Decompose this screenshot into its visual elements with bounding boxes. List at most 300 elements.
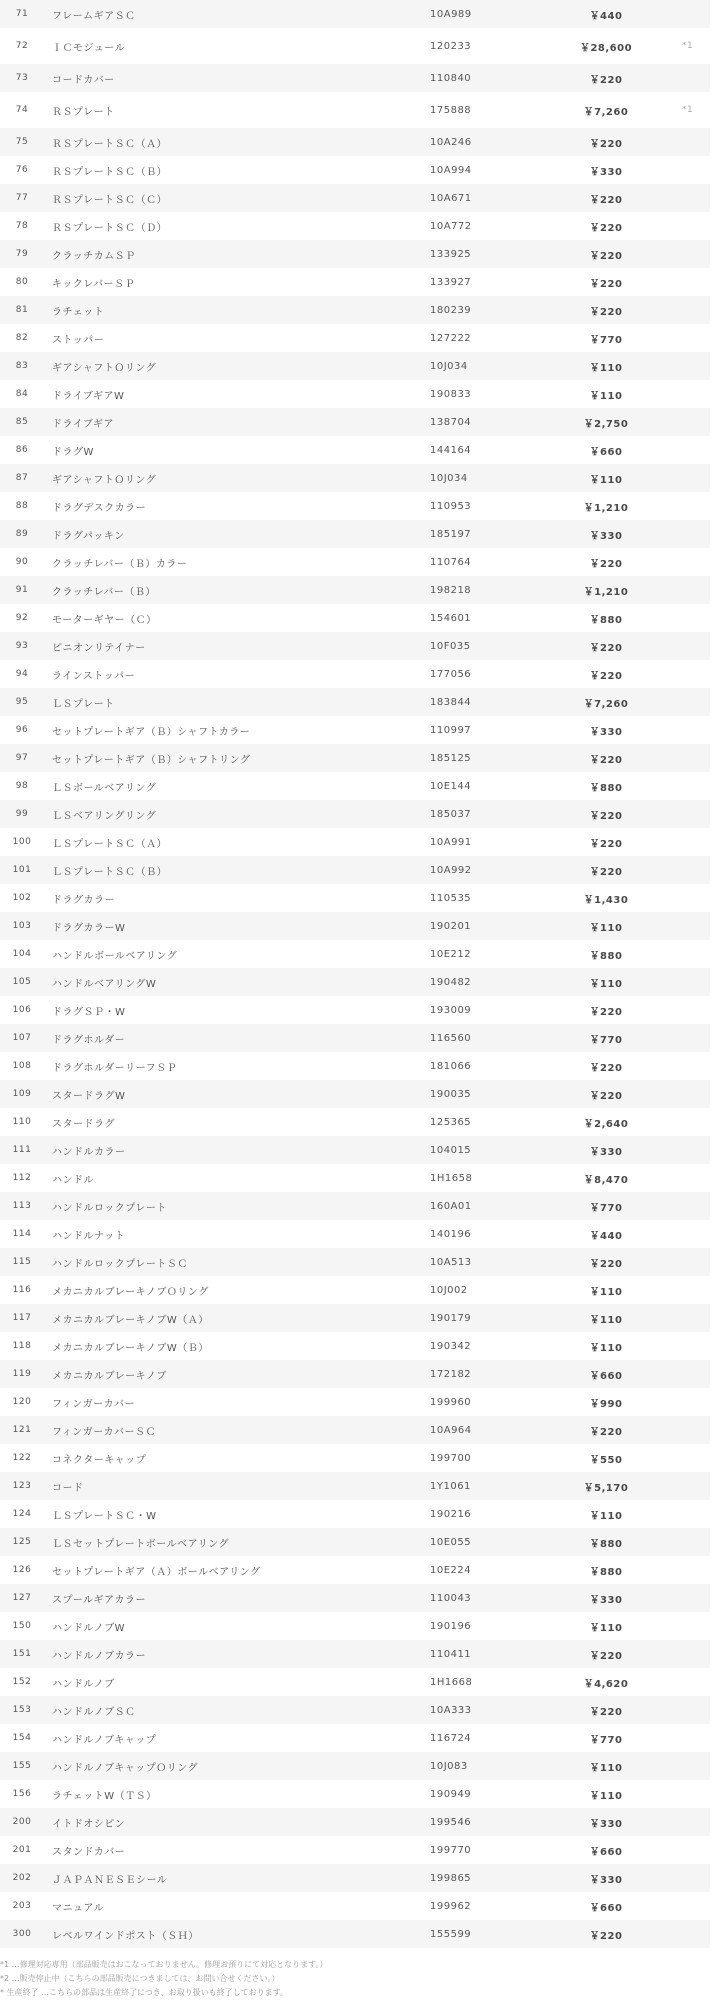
table-row xyxy=(0,156,715,184)
part-price: ￥220 xyxy=(589,1006,623,1018)
row-spacer xyxy=(710,92,715,128)
row-spacer xyxy=(710,1332,715,1360)
part-note xyxy=(660,268,710,296)
part-code: 155599 xyxy=(430,1920,552,1948)
part-price: ￥110 xyxy=(552,464,660,492)
part-code: 10A333 xyxy=(430,1696,552,1724)
footnotes xyxy=(0,1958,715,2000)
part-note xyxy=(660,688,710,716)
part-code: 181066 xyxy=(430,1060,472,1072)
part-price: ￥990 xyxy=(589,1398,623,1410)
part-name: ドライブギア xyxy=(44,408,430,436)
table-row xyxy=(0,128,715,156)
part-number: 115 xyxy=(0,1248,44,1276)
part-note xyxy=(660,660,710,688)
part-note xyxy=(660,1528,710,1556)
table-row xyxy=(0,576,715,604)
part-code: 110411 xyxy=(430,1640,552,1668)
part-price: ￥110 xyxy=(552,352,660,380)
part-note xyxy=(660,156,710,184)
part-name: ハンドルロックプレート xyxy=(44,1192,430,1220)
part-price: ￥2,640 xyxy=(583,1118,629,1130)
part-price: ￥110 xyxy=(552,1304,660,1332)
part-code: 190216 xyxy=(430,1508,472,1520)
table-row xyxy=(0,716,715,744)
part-code: 10J034 xyxy=(430,352,552,380)
part-note xyxy=(660,1752,710,1780)
part-number: 201 xyxy=(12,1845,32,1855)
part-number: 104 xyxy=(12,949,32,959)
part-code: 10A992 xyxy=(430,856,552,884)
part-name: ＬＳプレートＳＣ（Ｂ） xyxy=(44,856,430,884)
part-price: ￥110 xyxy=(589,1790,623,1802)
part-note: *1 xyxy=(682,105,694,115)
part-price: ￥110 xyxy=(589,1286,623,1298)
part-number: 151 xyxy=(0,1640,44,1668)
part-name: ハンドルカラー xyxy=(44,1136,430,1164)
row-spacer xyxy=(710,800,715,828)
part-name: ピニオンリテイナー xyxy=(44,632,430,660)
part-price: ￥220 xyxy=(589,670,623,682)
part-number: 203 xyxy=(12,1901,32,1911)
part-note xyxy=(660,380,710,408)
part-note xyxy=(660,1668,710,1696)
part-number: 120 xyxy=(12,1397,32,1407)
part-number: 103 xyxy=(0,912,44,940)
part-note xyxy=(660,884,710,912)
part-number: 153 xyxy=(0,1696,44,1724)
part-price: ￥880 xyxy=(589,782,623,794)
table-row xyxy=(0,1248,715,1276)
part-note xyxy=(660,324,710,352)
row-spacer xyxy=(710,240,715,268)
part-code: 172182 xyxy=(430,1360,552,1388)
part-code: 110535 xyxy=(430,892,472,904)
part-name: コード xyxy=(44,1472,430,1500)
table-row xyxy=(0,856,715,884)
row-spacer xyxy=(710,1556,715,1584)
row-spacer xyxy=(710,1892,715,1920)
table-row xyxy=(0,1220,715,1248)
part-price: ￥220 xyxy=(589,278,623,290)
part-note xyxy=(660,1724,710,1752)
table-row xyxy=(0,996,715,1024)
row-spacer xyxy=(710,1108,715,1136)
row-spacer xyxy=(710,576,715,604)
part-number: 114 xyxy=(12,1229,32,1239)
part-price: ￥660 xyxy=(589,1902,623,1914)
part-code: 10E055 xyxy=(430,1528,552,1556)
part-number: 86 xyxy=(15,445,29,455)
part-number: 126 xyxy=(12,1565,32,1575)
table-row xyxy=(0,1640,715,1668)
part-number: 84 xyxy=(15,389,29,399)
part-price: ￥330 xyxy=(552,1584,660,1612)
part-price: ￥1,210 xyxy=(583,502,629,514)
part-name: スタードラグW xyxy=(44,1080,430,1108)
part-note xyxy=(660,1416,710,1444)
part-price: ￥660 xyxy=(589,1846,623,1858)
table-row xyxy=(0,64,715,92)
part-number: 116 xyxy=(12,1285,32,1295)
table-row xyxy=(0,604,715,632)
part-price: ￥220 xyxy=(552,856,660,884)
row-spacer xyxy=(710,1780,715,1808)
part-number: 76 xyxy=(15,165,29,175)
part-price: ￥4,620 xyxy=(583,1678,629,1690)
part-name: スプールギアカラー xyxy=(44,1584,430,1612)
part-price: ￥220 xyxy=(552,1416,660,1444)
row-spacer xyxy=(710,408,715,436)
part-name: ドラグカラー xyxy=(52,894,115,906)
part-number: 90 xyxy=(15,557,29,567)
row-spacer xyxy=(710,968,715,996)
part-name: ハンドルノブW xyxy=(52,1622,125,1634)
part-price: ￥880 xyxy=(589,614,623,626)
part-number: 71 xyxy=(0,0,44,28)
part-code: 110840 xyxy=(430,64,552,92)
part-code: 10E144 xyxy=(430,780,472,792)
row-spacer xyxy=(710,1304,715,1332)
part-name: ＲＳプレートＳＣ（Ｄ） xyxy=(52,222,168,234)
part-number: 74 xyxy=(15,105,29,115)
part-code: 190342 xyxy=(430,1340,472,1352)
part-name: ハンドルロックプレートＳＣ xyxy=(44,1248,430,1276)
part-name: ＬＳプレートＳＣ・W xyxy=(52,1510,157,1522)
table-row xyxy=(0,632,715,660)
part-note xyxy=(660,1276,710,1304)
part-price: ￥220 xyxy=(552,1696,660,1724)
table-row xyxy=(0,324,715,352)
row-spacer xyxy=(710,128,715,156)
part-code: 10A964 xyxy=(430,1416,552,1444)
part-name: ＪＡＰＡＮＥＳＥシール xyxy=(44,1864,430,1892)
table-row xyxy=(0,940,715,968)
part-number: 111 xyxy=(0,1136,44,1164)
part-number: 92 xyxy=(15,613,29,623)
part-number: 105 xyxy=(0,968,44,996)
part-price: ￥8,470 xyxy=(583,1174,629,1186)
part-code: 140196 xyxy=(430,1228,472,1240)
part-name: フィンガーカバーＳＣ xyxy=(44,1416,430,1444)
part-code: 199546 xyxy=(430,1808,552,1836)
row-spacer xyxy=(710,1472,715,1500)
table-row xyxy=(0,1500,715,1528)
part-number: 117 xyxy=(0,1304,44,1332)
part-note xyxy=(660,1640,710,1668)
row-spacer xyxy=(710,324,715,352)
part-number: 127 xyxy=(0,1584,44,1612)
part-note xyxy=(660,744,710,772)
part-name: ＲＳプレートＳＣ（Ａ） xyxy=(44,128,430,156)
row-spacer xyxy=(710,1584,715,1612)
table-row xyxy=(0,184,715,212)
table-row xyxy=(0,1108,715,1136)
part-number: 75 xyxy=(0,128,44,156)
table-row xyxy=(0,1360,715,1388)
table-row xyxy=(0,1192,715,1220)
part-price: ￥220 xyxy=(552,1640,660,1668)
table-row xyxy=(0,800,715,828)
part-price: ￥770 xyxy=(552,1192,660,1220)
part-number: 300 xyxy=(0,1920,44,1948)
part-name: ＬＳベアリングリング xyxy=(44,800,430,828)
part-note xyxy=(660,408,710,436)
part-note xyxy=(660,0,710,28)
table-row xyxy=(0,548,715,576)
part-code: 10A671 xyxy=(430,184,552,212)
part-code: 199770 xyxy=(430,1844,472,1856)
part-note xyxy=(660,772,710,800)
row-spacer xyxy=(710,184,715,212)
part-number: 82 xyxy=(15,333,29,343)
part-number: 106 xyxy=(12,1005,32,1015)
part-number: 119 xyxy=(0,1360,44,1388)
part-note xyxy=(660,800,710,828)
part-price: ￥5,170 xyxy=(552,1472,660,1500)
part-price: ￥7,260 xyxy=(583,106,629,118)
part-note xyxy=(660,464,710,492)
table-row xyxy=(0,1556,715,1584)
row-spacer xyxy=(710,688,715,716)
part-number: 122 xyxy=(12,1453,32,1463)
part-note xyxy=(660,1780,710,1808)
row-spacer xyxy=(710,520,715,548)
part-name: ラチェットW（ＴＳ） xyxy=(52,1790,157,1802)
row-spacer xyxy=(710,492,715,520)
row-spacer xyxy=(710,940,715,968)
part-code: 10A991 xyxy=(430,836,472,848)
part-name: メカニカルブレーキノブW（Ｂ） xyxy=(52,1342,209,1354)
part-code: 110043 xyxy=(430,1584,552,1612)
part-code: 190949 xyxy=(430,1788,472,1800)
table-row xyxy=(0,688,715,716)
part-price: ￥770 xyxy=(552,1024,660,1052)
part-name: クラッチカムＳＰ xyxy=(44,240,430,268)
part-name: ハンドルベアリングW xyxy=(44,968,430,996)
part-code: 199700 xyxy=(430,1452,472,1464)
part-name: ＲＳプレートＳＣ（Ｃ） xyxy=(44,184,430,212)
part-note xyxy=(660,856,710,884)
table-row xyxy=(0,1164,715,1192)
part-code: 10A246 xyxy=(430,128,552,156)
table-row xyxy=(0,1332,715,1360)
row-spacer xyxy=(710,64,715,92)
part-name: ドラグカラーW xyxy=(44,912,430,940)
part-price: ￥660 xyxy=(589,446,623,458)
table-row xyxy=(0,492,715,520)
table-row xyxy=(0,744,715,772)
part-number: 72 xyxy=(15,41,29,51)
part-code: 199865 xyxy=(430,1864,552,1892)
part-note xyxy=(660,184,710,212)
row-spacer xyxy=(710,548,715,576)
part-note xyxy=(660,828,710,856)
part-number: 107 xyxy=(0,1024,44,1052)
part-name: ハンドルノブキャップ xyxy=(52,1734,157,1746)
part-note xyxy=(660,1696,710,1724)
table-row xyxy=(0,884,715,912)
part-note xyxy=(660,64,710,92)
row-spacer xyxy=(710,1612,715,1640)
part-code: 190035 xyxy=(430,1080,552,1108)
part-price: ￥110 xyxy=(552,968,660,996)
part-code: 177056 xyxy=(430,668,472,680)
part-name: ラチェット xyxy=(44,296,430,324)
part-code: 185037 xyxy=(430,800,552,828)
part-number: 101 xyxy=(0,856,44,884)
part-code: 190196 xyxy=(430,1620,472,1632)
part-price: ￥330 xyxy=(589,726,623,738)
part-note xyxy=(660,1836,710,1864)
part-name: セットプレートギア（Ｂ）シャフトカラー xyxy=(52,726,251,738)
part-note xyxy=(660,576,710,604)
part-price: ￥220 xyxy=(552,800,660,828)
part-code: 133925 xyxy=(430,240,552,268)
part-code: 10E212 xyxy=(430,948,472,960)
part-price: ￥220 xyxy=(552,744,660,772)
part-number: 150 xyxy=(12,1621,32,1631)
table-row xyxy=(0,828,715,856)
part-number: 85 xyxy=(0,408,44,436)
part-price: ￥110 xyxy=(589,1342,623,1354)
row-spacer xyxy=(710,632,715,660)
part-price: ￥330 xyxy=(552,1864,660,1892)
row-spacer xyxy=(710,1668,715,1696)
table-row xyxy=(0,660,715,688)
row-spacer xyxy=(710,352,715,380)
part-note xyxy=(660,352,710,380)
row-spacer xyxy=(710,464,715,492)
part-code: 133927 xyxy=(430,276,472,288)
part-price: ￥220 xyxy=(552,296,660,324)
part-number: 102 xyxy=(12,893,32,903)
part-note xyxy=(660,1360,710,1388)
part-name: ハンドル xyxy=(52,1174,94,1186)
part-number: 100 xyxy=(12,837,32,847)
part-number: 77 xyxy=(0,184,44,212)
table-row xyxy=(0,968,715,996)
part-code: 110997 xyxy=(430,724,472,736)
part-note xyxy=(660,1080,710,1108)
part-code: 10A989 xyxy=(430,0,552,28)
row-spacer xyxy=(710,1416,715,1444)
part-code: 10A994 xyxy=(430,164,472,176)
table-row xyxy=(0,436,715,464)
part-note xyxy=(660,1444,710,1472)
part-note xyxy=(660,1136,710,1164)
part-code: 1H1668 xyxy=(430,1676,473,1688)
part-code: 120233 xyxy=(430,40,472,52)
part-code: 110764 xyxy=(430,556,472,568)
part-price: ￥1,210 xyxy=(552,576,660,604)
part-name: コードカバー xyxy=(44,64,430,92)
part-price: ￥220 xyxy=(589,222,623,234)
row-spacer xyxy=(710,856,715,884)
part-number: 79 xyxy=(0,240,44,268)
part-price: ￥110 xyxy=(589,1510,623,1522)
part-name: フィンガーカバー xyxy=(52,1398,135,1410)
part-code: 190482 xyxy=(430,968,552,996)
row-spacer xyxy=(710,296,715,324)
part-note xyxy=(660,1304,710,1332)
part-name: マニュアル xyxy=(52,1902,105,1914)
row-spacer xyxy=(710,1164,715,1192)
table-row xyxy=(0,1836,715,1864)
part-number: 87 xyxy=(0,464,44,492)
part-price: ￥330 xyxy=(589,166,623,178)
part-note xyxy=(660,940,710,968)
part-number: 91 xyxy=(0,576,44,604)
part-note xyxy=(660,1864,710,1892)
part-number: 94 xyxy=(15,669,29,679)
row-spacer xyxy=(710,1640,715,1668)
part-name: ＬＳボールベアリング xyxy=(52,782,157,794)
table-row xyxy=(0,1780,715,1808)
part-note xyxy=(660,632,710,660)
part-note xyxy=(660,1052,710,1080)
part-code: 116724 xyxy=(430,1732,472,1744)
table-row xyxy=(0,268,715,296)
part-price: ￥220 xyxy=(552,240,660,268)
part-name: レベルワインドポスト（ＳＨ） xyxy=(44,1920,430,1948)
part-note xyxy=(660,1612,710,1640)
part-code: 199962 xyxy=(430,1900,472,1912)
table-row xyxy=(0,772,715,800)
part-name: ハンドルノブキャップＯリング xyxy=(44,1752,430,1780)
table-row xyxy=(0,1864,715,1892)
row-spacer xyxy=(710,912,715,940)
table-row xyxy=(0,1416,715,1444)
part-price: ￥330 xyxy=(552,520,660,548)
part-note: *1 xyxy=(682,41,694,51)
part-name: スタードラグ xyxy=(52,1118,115,1130)
part-number: 124 xyxy=(12,1509,32,1519)
part-price: ￥440 xyxy=(589,1230,623,1242)
row-spacer xyxy=(710,436,715,464)
part-name: ドラグデスクカラー xyxy=(52,502,147,514)
part-name: スタンドカバー xyxy=(52,1846,126,1858)
part-price: ￥880 xyxy=(552,1528,660,1556)
part-note xyxy=(660,1808,710,1836)
table-row xyxy=(0,0,715,28)
part-name: ハンドルノブＳＣ xyxy=(44,1696,430,1724)
part-price: ￥220 xyxy=(589,558,623,570)
part-number: 156 xyxy=(12,1789,32,1799)
part-code: 144164 xyxy=(430,444,472,456)
part-name: ハンドルノブ xyxy=(52,1678,115,1690)
row-spacer xyxy=(710,716,715,744)
part-number: 78 xyxy=(15,221,29,231)
part-note xyxy=(660,968,710,996)
table-row xyxy=(0,1668,715,1696)
part-name: ギアシャフトＯリング xyxy=(44,464,430,492)
part-note xyxy=(660,1472,710,1500)
table-row xyxy=(0,1472,715,1500)
table-row xyxy=(0,520,715,548)
table-row xyxy=(0,1528,715,1556)
part-number: 81 xyxy=(0,296,44,324)
row-spacer xyxy=(710,1080,715,1108)
row-spacer xyxy=(710,1696,715,1724)
part-name: ギアシャフトＯリング xyxy=(44,352,430,380)
table-row xyxy=(0,92,715,128)
part-note xyxy=(660,996,710,1024)
table-row xyxy=(0,1388,715,1416)
row-spacer xyxy=(710,828,715,856)
part-code: 193009 xyxy=(430,1004,472,1016)
part-note xyxy=(660,1164,710,1192)
